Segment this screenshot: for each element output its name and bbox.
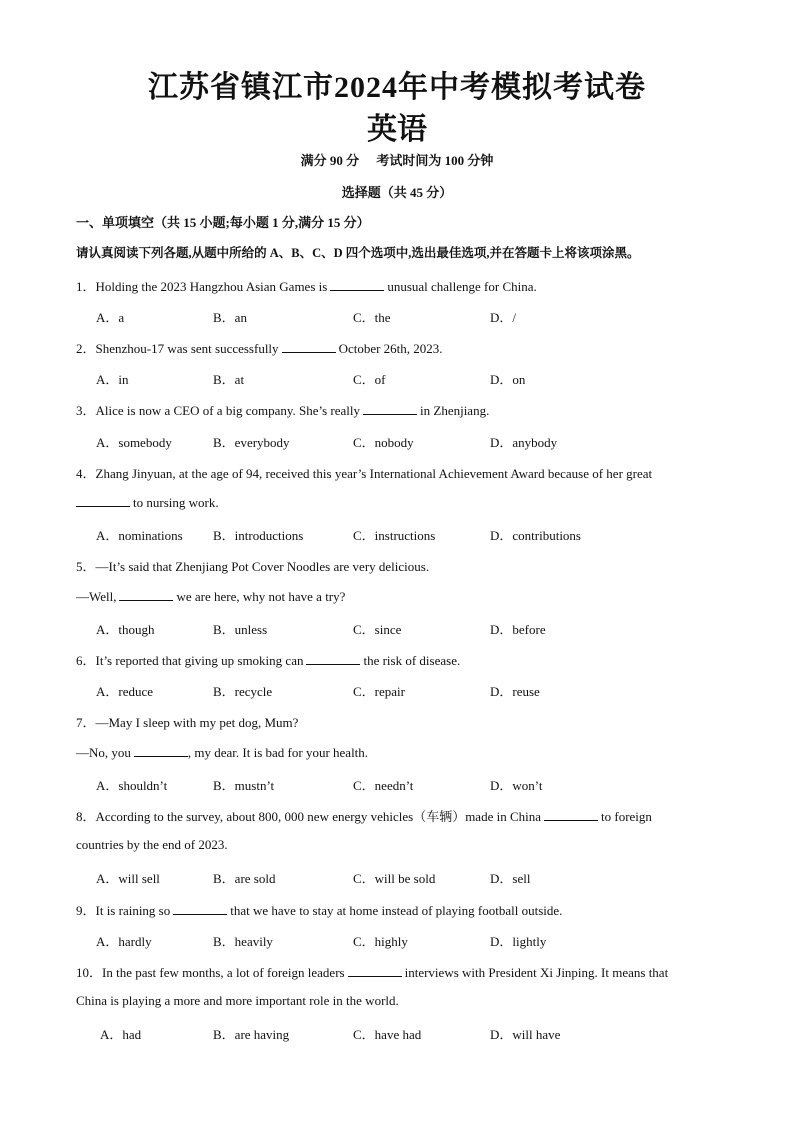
section-title: 一、单项填空（共 15 小题;每小题 1 分,满分 15 分） [76,215,370,230]
question-10-options [100,1024,720,1042]
option-a: A．shouldn’t [96,778,168,793]
exam-title: 江苏省镇江市2024年中考模拟考试卷 [148,71,646,104]
option-d: D．contributions [490,528,581,543]
question-8-options [96,868,716,886]
question-2-options [96,369,716,387]
option-c: C．the [353,310,391,325]
option-b: B．are having [213,1027,290,1042]
option-b: B．at [213,372,245,387]
full-marks: 满分 90 分 [300,153,360,168]
question-3-stem: 3．Alice is now a CEO of a big company. She’s really in Zhenjiang. [76,403,490,418]
option-d: D．/ [490,310,517,325]
question-2-stem: 2．Shenzhou-17 was sent successfully October 26th, 2023. [76,341,443,356]
question-6-stem: 6．It’s reported that giving up smoking can the risk of disease. [76,653,461,668]
option-b: B．are sold [213,871,276,886]
option-d: D．will have [490,1027,561,1042]
question-4-stem-cont: to nursing work. [76,494,219,511]
option-a: A．had [100,1027,142,1042]
question-8-stem: 8．According to the survey, about 800, 000 new energy vehicles（车辆）made in China to foreign [76,809,652,824]
question-4-options [96,525,716,543]
question-7-stem-cont: —No, you , my dear. It is bad for your health. [76,745,369,760]
option-d: D．anybody [490,435,558,450]
question-1-options [96,307,716,325]
option-a: A．nominations [96,528,183,543]
option-c: C．highly [353,934,408,949]
answer-blank [173,902,227,915]
option-a: A．a [96,310,125,325]
question-3-options [96,432,716,450]
option-b: B．heavily [213,934,273,949]
option-c: C．will be sold [353,871,436,886]
option-c: C．instructions [353,528,436,543]
option-d: D．won’t [490,778,543,793]
exam-meta [0,150,794,169]
option-c: C．since [353,622,402,637]
question-9-stem: 9．It is raining so that we have to stay at home instead of playing football outside. [76,903,563,918]
question-7-stem: 7．—May I sleep with my pet dog, Mum? [76,715,299,730]
option-b: B．recycle [213,684,273,699]
option-b: B．everybody [213,435,290,450]
option-a: A．will sell [96,871,160,886]
option-a: A．reduce [96,684,154,699]
option-a: A．in [96,372,129,387]
answer-blank [544,808,598,821]
option-d: D．sell [490,871,531,886]
question-10-stem-cont: China is playing a more and more important role in the world. [76,993,399,1008]
question-4-stem: 4．Zhang Jinyuan, at the age of 94, received this year’s International Achievement Award because of her great [76,466,653,481]
option-b: B．introductions [213,528,304,543]
answer-blank [330,278,384,291]
duration: 考试时间为 100 分钟 [376,153,494,168]
subject-title: 英语 [367,113,427,146]
option-b: B．an [213,310,247,325]
option-d: D．before [490,622,546,637]
option-a: A．somebody [96,435,172,450]
answer-blank [348,964,402,977]
instructions: 请认真阅读下列各题,从题中所给的 A、B、C、D 四个选项中,选出最佳选项,并在答题卡上将该项涂黑。 [76,246,640,260]
answer-blank [76,494,130,507]
question-1-stem: 1．Holding the 2023 Hangzhou Asian Games is unusual challenge for China. [76,279,537,294]
option-a: A．though [96,622,155,637]
option-d: D．reuse [490,684,540,699]
question-10-stem: 10．In the past few months, a lot of foreign leaders interviews with President Xi Jinping. It means that [76,965,669,980]
answer-blank [282,340,336,353]
option-c: C．repair [353,684,405,699]
question-7-options [96,775,716,793]
answer-blank [363,402,417,415]
option-d: D．lightly [490,934,547,949]
option-c: C．have had [353,1027,422,1042]
question-6-options [96,681,716,699]
option-c: C．of [353,372,386,387]
question-9-options [96,931,716,949]
answer-blank [119,588,173,601]
option-d: D．on [490,372,526,387]
option-b: B．unless [213,622,268,637]
question-5-stem: 5．—It’s said that Zhenjiang Pot Cover Noodles are very delicious. [76,559,430,574]
option-c: C．nobody [353,435,414,450]
part-title: 选择题（共 45 分） [341,185,453,200]
option-c: C．needn’t [353,778,414,793]
option-a: A．hardly [96,934,152,949]
question-5-stem-cont: —Well, we are here, why not have a try? [76,589,346,604]
answer-blank [134,744,188,757]
answer-blank [306,652,360,665]
question-8-stem-cont: countries by the end of 2023. [76,837,228,852]
option-b: B．mustn’t [213,778,275,793]
question-5-options [96,619,716,637]
